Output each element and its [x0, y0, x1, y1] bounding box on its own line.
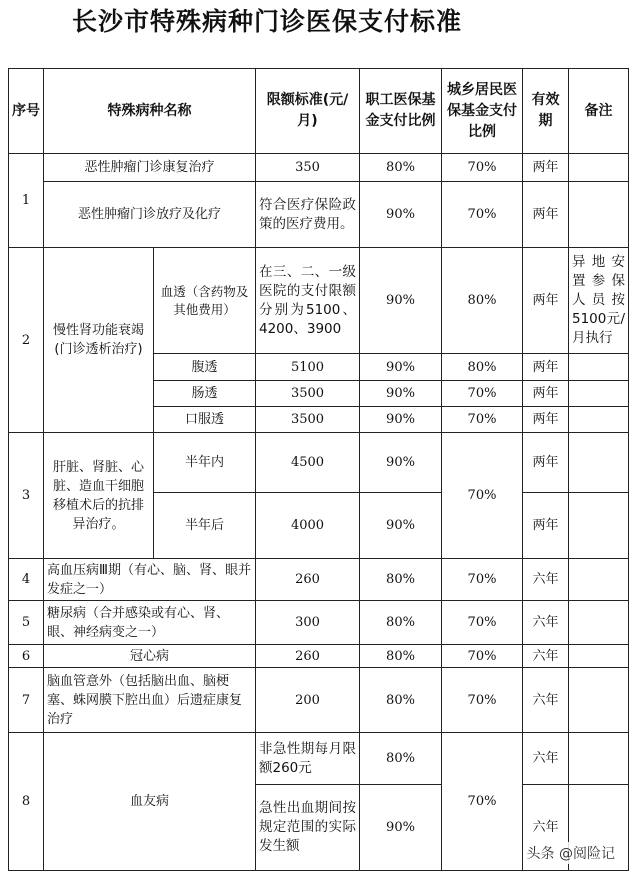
sub-item: 血透（含药物及其他费用）: [154, 248, 256, 354]
resident-ratio-cell: 70%: [442, 154, 523, 182]
resident-ratio-cell: 70%: [442, 601, 523, 645]
table-row: [9, 559, 629, 601]
staff-ratio-cell: 80%: [360, 668, 442, 733]
remark-cell: [569, 381, 629, 407]
limit-cell: 非急性期每月限额260元: [256, 733, 360, 785]
valid-cell: 六年: [523, 601, 569, 645]
remark-cell: [569, 493, 629, 559]
staff-ratio-cell: 90%: [360, 354, 442, 381]
payment-standard-table: [8, 68, 629, 871]
limit-cell: 260: [256, 559, 360, 601]
limit-cell: 3500: [256, 407, 360, 433]
disease-name: 恶性肿瘤门诊康复治疗: [44, 154, 256, 182]
row-no: 5: [9, 601, 44, 645]
limit-cell: 5100: [256, 354, 360, 381]
staff-ratio-cell: 80%: [360, 645, 442, 668]
remark-cell: [569, 559, 629, 601]
sub-item: 肠透: [154, 381, 256, 407]
remark-cell: [569, 668, 629, 733]
staff-ratio-cell: 80%: [360, 154, 442, 182]
valid-cell: 六年: [523, 733, 569, 785]
disease-name: 高血压病Ⅲ期（有心、脑、肾、眼并发症之一）: [44, 559, 256, 601]
staff-ratio-cell: 90%: [360, 381, 442, 407]
valid-cell: 六年: [523, 668, 569, 733]
disease-name: 糖尿病（合并感染或有心、肾、眼、神经病变之一）: [44, 601, 256, 645]
valid-cell: 六年: [523, 645, 569, 668]
limit-cell: 4000: [256, 493, 360, 559]
resident-ratio-cell: 70%: [442, 668, 523, 733]
limit-cell: 300: [256, 601, 360, 645]
row-no: 2: [9, 248, 44, 433]
row-no: 8: [9, 733, 44, 871]
table-row: [9, 433, 629, 493]
disease-name: 肝脏、肾脏、心脏、造血干细胞移植术后的抗排异治疗。: [44, 433, 154, 559]
limit-cell: 符合医疗保险政策的医疗费用。: [256, 182, 360, 248]
row-no: 1: [9, 154, 44, 248]
header-valid: 有效期: [523, 69, 569, 154]
staff-ratio-cell: 90%: [360, 493, 442, 559]
remark-cell: [569, 433, 629, 493]
disease-name: 慢性肾功能衰竭(门诊透析治疗): [44, 248, 154, 433]
table-row: [9, 248, 629, 354]
sub-item: 腹透: [154, 354, 256, 381]
valid-cell: 六年: [523, 785, 569, 871]
row-no: 6: [9, 645, 44, 668]
watermark: 头条 @阅险记: [523, 842, 619, 864]
remark-cell: [569, 154, 629, 182]
page-title: 长沙市特殊病种门诊医保支付标准: [72, 7, 463, 36]
header-disease: 特殊病种名称: [44, 69, 256, 154]
valid-cell: 两年: [523, 354, 569, 381]
remark-cell: [569, 601, 629, 645]
valid-cell: 六年: [523, 559, 569, 601]
sub-item: 半年后: [154, 493, 256, 559]
remark-cell: [569, 733, 629, 785]
limit-cell: 3500: [256, 381, 360, 407]
resident-ratio-cell: 70%: [442, 433, 523, 559]
resident-ratio-cell: 70%: [442, 559, 523, 601]
row-no: 7: [9, 668, 44, 733]
staff-ratio-cell: 80%: [360, 559, 442, 601]
table-row: [9, 668, 629, 733]
remark-cell: 异地安置参保人员按5100元/月执行: [569, 248, 629, 354]
disease-name: 冠心病: [44, 645, 256, 668]
disease-name: 脑血管意外（包括脑出血、脑梗塞、蛛网膜下腔出血）后遗症康复治疗: [44, 668, 256, 733]
staff-ratio-cell: 90%: [360, 433, 442, 493]
valid-cell: 两年: [523, 154, 569, 182]
table-row: [9, 154, 629, 182]
header-resident-ratio: 城乡居民医保基金支付比例: [442, 69, 523, 154]
limit-cell: 350: [256, 154, 360, 182]
table-row: [9, 601, 629, 645]
valid-cell: 两年: [523, 433, 569, 493]
header-staff-ratio: 职工医保基金支付比例: [360, 69, 442, 154]
header-limit: 限额标准(元/月): [256, 69, 360, 154]
valid-cell: 两年: [523, 381, 569, 407]
resident-ratio-cell: 80%: [442, 354, 523, 381]
resident-ratio-cell: 80%: [442, 248, 523, 354]
valid-cell: 两年: [523, 493, 569, 559]
disease-name: 血友病: [44, 733, 256, 871]
remark-cell: [569, 182, 629, 248]
staff-ratio-cell: 90%: [360, 248, 442, 354]
limit-cell: 4500: [256, 433, 360, 493]
valid-cell: 两年: [523, 182, 569, 248]
limit-cell: 在三、二、一级医院的支付限额分别为5100、4200、3900: [256, 248, 360, 354]
limit-cell: 260: [256, 645, 360, 668]
valid-cell: 两年: [523, 407, 569, 433]
table-row: [9, 733, 629, 785]
resident-ratio-cell: 70%: [442, 733, 523, 871]
resident-ratio-cell: 70%: [442, 381, 523, 407]
limit-cell: 急性出血期间按规定范围的实际发生额: [256, 785, 360, 871]
staff-ratio-cell: 80%: [360, 601, 442, 645]
header-no: 序号: [9, 69, 44, 154]
row-no: 4: [9, 559, 44, 601]
staff-ratio-cell: 90%: [360, 182, 442, 248]
sub-item: 口服透: [154, 407, 256, 433]
valid-cell: 两年: [523, 248, 569, 354]
staff-ratio-cell: 90%: [360, 785, 442, 871]
disease-name: 恶性肿瘤门诊放疗及化疗: [44, 182, 256, 248]
table-row: [9, 645, 629, 668]
resident-ratio-cell: 70%: [442, 407, 523, 433]
resident-ratio-cell: 70%: [442, 182, 523, 248]
resident-ratio-cell: 70%: [442, 645, 523, 668]
staff-ratio-cell: 90%: [360, 407, 442, 433]
staff-ratio-cell: 80%: [360, 733, 442, 785]
table-row: [9, 182, 629, 248]
header-row: [9, 69, 629, 154]
header-remark: 备注: [569, 69, 629, 154]
remark-cell: [569, 407, 629, 433]
row-no: 3: [9, 433, 44, 559]
remark-cell: [569, 354, 629, 381]
sub-item: 半年内: [154, 433, 256, 493]
limit-cell: 200: [256, 668, 360, 733]
remark-cell: [569, 645, 629, 668]
